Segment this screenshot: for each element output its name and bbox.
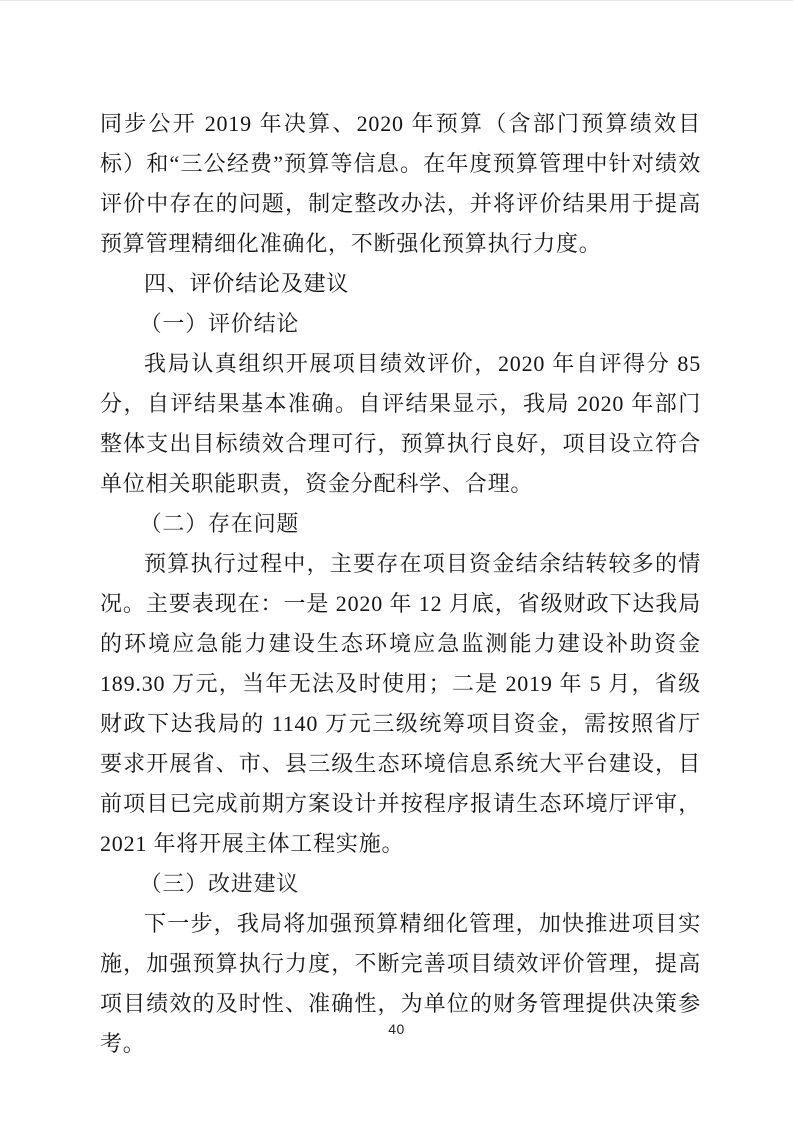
page-content (100, 104, 701, 1064)
page-number: 40 (388, 1021, 405, 1037)
body-paragraph-evaluation-conclusion: 我局认真组织开展项目绩效评价，2020 年自评得分 85 分，自评结果基本准确。自评结果显示，我局 2020 年部门整体支出目标绩效合理可行，预算执行良好，项目设立符合单位相关职能职责，资金分配科学、合理。 (100, 351, 701, 496)
subsection-heading-existing-problems: （二）存在问题 (139, 511, 300, 536)
section-heading-conclusions: 四、评价结论及建议 (144, 271, 350, 296)
body-paragraph-existing-problems: 预算执行过程中，主要存在项目资金结余结转较多的情况。主要表现在：一是 2020 年 12 月底，省级财政下达我局的环境应急能力建设生态环境应急监测能力建设补助资金 189.30 万元，当年无法及时使用；二是 2019 年 5 月，省级财政下达我局的 1140 万元三级统筹项目资金，需按照省厅要求开展省、市、县三级生态环境信息系统大平台建设，目前项目已完成前期方案设计并按程序报请生态环境厅评审，2021 年将开展主体工程实施。 (100, 551, 701, 856)
body-paragraph-continued: 同步公开 2019 年决算、2020 年预算（含部门预算绩效目标）和“三公经费”预算等信息。在年度预算管理中针对绩效评价中存在的问题，制定整改办法，并将评价结果用于提高预算管理精细化准确化，不断强化预算执行力度。 (100, 111, 701, 256)
subsection-heading-improvement-suggestions: （三）改进建议 (139, 871, 300, 896)
body-paragraph-improvement-suggestions: 下一步，我局将加强预算精细化管理，加快推进项目实施，加强预算执行力度，不断完善项目绩效评价管理，提高项目绩效的及时性、准确性，为单位的财务管理提供决策参考。 (100, 911, 701, 1056)
subsection-heading-evaluation-conclusion: （一）评价结论 (139, 311, 300, 336)
